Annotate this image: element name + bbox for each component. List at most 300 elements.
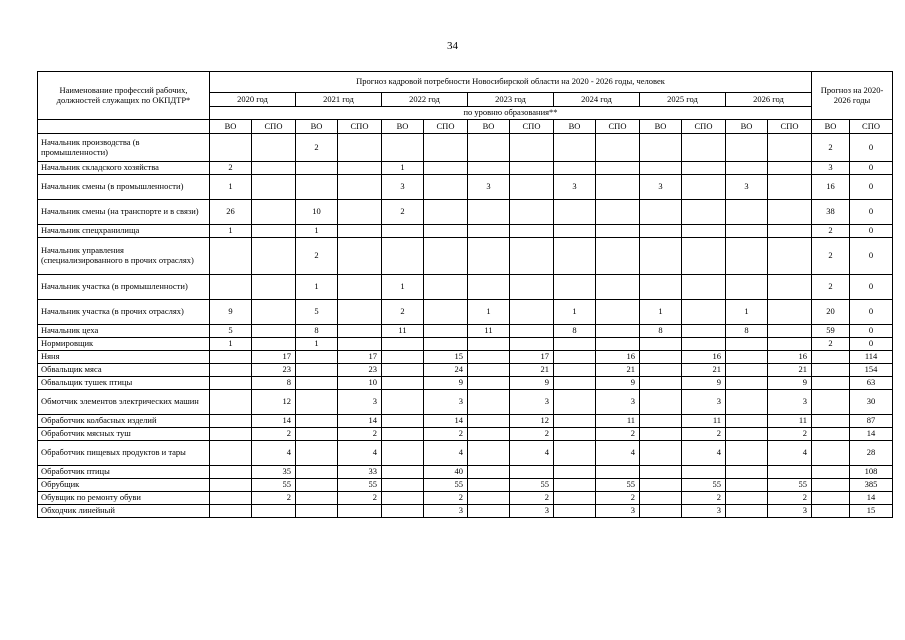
vo-value-cell	[726, 351, 768, 364]
profession-name: Начальник спецхранилища	[38, 225, 210, 238]
spo-value-cell: 9	[424, 377, 468, 390]
spo-value-cell: 4	[682, 441, 726, 466]
vo-value-cell	[382, 225, 424, 238]
spo-value-cell: 2	[338, 428, 382, 441]
spo-value-cell	[510, 200, 554, 225]
vo-value-cell	[468, 390, 510, 415]
vo-value-cell	[210, 492, 252, 505]
total-vo-cell: 2	[812, 238, 850, 275]
total-spo-cell: 0	[850, 325, 893, 338]
table-row	[38, 390, 893, 415]
spo-value-cell: 3	[596, 390, 640, 415]
header-subcol-5: СПО	[424, 120, 468, 134]
vo-value-cell: 5	[210, 325, 252, 338]
spo-value-cell	[596, 338, 640, 351]
header-subcol-7: СПО	[510, 120, 554, 134]
vo-value-cell: 1	[210, 175, 252, 200]
profession-name: Обувщик по ремонту обуви	[38, 492, 210, 505]
table-body	[38, 134, 893, 518]
spo-value-cell: 2	[338, 492, 382, 505]
vo-value-cell	[382, 377, 424, 390]
table-row	[38, 415, 893, 428]
profession-name: Начальник складского хозяйства	[38, 162, 210, 175]
vo-value-cell	[726, 441, 768, 466]
table-row	[38, 200, 893, 225]
vo-value-cell	[468, 492, 510, 505]
total-vo-cell: 38	[812, 200, 850, 225]
spo-value-cell	[424, 134, 468, 162]
vo-value-cell	[210, 441, 252, 466]
vo-value-cell	[640, 338, 682, 351]
vo-value-cell: 1	[210, 225, 252, 238]
vo-value-cell	[210, 238, 252, 275]
total-spo-cell: 0	[850, 338, 893, 351]
header-subcol-13: СПО	[768, 120, 812, 134]
vo-value-cell: 2	[210, 162, 252, 175]
spo-value-cell	[768, 338, 812, 351]
vo-value-cell	[296, 505, 338, 518]
vo-value-cell: 1	[468, 300, 510, 325]
vo-value-cell	[554, 428, 596, 441]
header-year-1: 2021 год	[296, 93, 382, 107]
vo-value-cell: 2	[296, 238, 338, 275]
vo-value-cell	[296, 415, 338, 428]
vo-value-cell	[468, 275, 510, 300]
profession-name: Обработчик пищевых продуктов и тары	[38, 441, 210, 466]
vo-value-cell	[468, 134, 510, 162]
vo-value-cell	[640, 225, 682, 238]
total-vo-cell: 2	[812, 134, 850, 162]
vo-value-cell	[640, 364, 682, 377]
spo-value-cell: 2	[682, 428, 726, 441]
header-subcol-3: СПО	[338, 120, 382, 134]
vo-value-cell: 11	[382, 325, 424, 338]
vo-value-cell	[468, 238, 510, 275]
vo-value-cell	[554, 466, 596, 479]
vo-value-cell: 10	[296, 200, 338, 225]
vo-value-cell	[382, 134, 424, 162]
spo-value-cell	[252, 325, 296, 338]
total-vo-cell: 2	[812, 338, 850, 351]
spo-value-cell: 55	[338, 479, 382, 492]
vo-value-cell	[640, 492, 682, 505]
vo-value-cell	[726, 415, 768, 428]
spo-value-cell	[252, 225, 296, 238]
spo-value-cell: 2	[252, 428, 296, 441]
spo-value-cell: 4	[424, 441, 468, 466]
profession-name: Обработчик мясных туш	[38, 428, 210, 441]
vo-value-cell	[296, 492, 338, 505]
spo-value-cell	[596, 275, 640, 300]
spo-value-cell: 16	[682, 351, 726, 364]
vo-value-cell	[726, 134, 768, 162]
vo-value-cell: 1	[296, 225, 338, 238]
total-vo-cell	[812, 492, 850, 505]
profession-name: Начальник производства (в промышленности)	[38, 134, 210, 162]
vo-value-cell: 3	[640, 175, 682, 200]
vo-value-cell	[382, 338, 424, 351]
vo-value-cell	[640, 415, 682, 428]
spo-value-cell: 21	[768, 364, 812, 377]
header-subcol-8: ВО	[554, 120, 596, 134]
spo-value-cell: 14	[424, 415, 468, 428]
vo-value-cell: 11	[468, 325, 510, 338]
table-row	[38, 441, 893, 466]
spo-value-cell	[768, 134, 812, 162]
total-spo-cell: 385	[850, 479, 893, 492]
vo-value-cell: 2	[296, 134, 338, 162]
spo-value-cell: 3	[682, 505, 726, 518]
vo-value-cell: 1	[382, 275, 424, 300]
vo-value-cell	[296, 428, 338, 441]
spo-value-cell: 33	[338, 466, 382, 479]
spo-value-cell: 14	[338, 415, 382, 428]
total-vo-cell: 59	[812, 325, 850, 338]
spo-value-cell	[338, 325, 382, 338]
header-subcol-6: ВО	[468, 120, 510, 134]
vo-value-cell: 1	[210, 338, 252, 351]
vo-value-cell	[468, 441, 510, 466]
total-spo-cell: 87	[850, 415, 893, 428]
vo-value-cell	[382, 441, 424, 466]
profession-name: Обвальщик тушек птицы	[38, 377, 210, 390]
header-subcol-2: ВО	[296, 120, 338, 134]
spo-value-cell	[338, 134, 382, 162]
vo-value-cell	[382, 492, 424, 505]
vo-value-cell: 8	[296, 325, 338, 338]
spo-value-cell: 21	[596, 364, 640, 377]
vo-value-cell	[296, 390, 338, 415]
spo-value-cell: 4	[768, 441, 812, 466]
table-row	[38, 364, 893, 377]
profession-name: Начальник участка (в промышленности)	[38, 275, 210, 300]
header-empty-cell	[38, 120, 210, 134]
header-subcol-10: ВО	[640, 120, 682, 134]
spo-value-cell	[596, 225, 640, 238]
vo-value-cell	[382, 351, 424, 364]
vo-value-cell	[554, 238, 596, 275]
spo-value-cell	[596, 162, 640, 175]
profession-name: Начальник управления (специализированного в прочих отраслях)	[38, 238, 210, 275]
vo-value-cell	[554, 377, 596, 390]
table-row	[38, 134, 893, 162]
header-year-6: 2026 год	[726, 93, 812, 107]
spo-value-cell: 2	[424, 492, 468, 505]
total-spo-cell: 0	[850, 175, 893, 200]
spo-value-cell	[424, 325, 468, 338]
table-row	[38, 325, 893, 338]
table-row	[38, 479, 893, 492]
total-spo-cell: 0	[850, 225, 893, 238]
spo-value-cell: 55	[768, 479, 812, 492]
total-spo-cell: 108	[850, 466, 893, 479]
vo-value-cell: 26	[210, 200, 252, 225]
spo-value-cell: 55	[510, 479, 554, 492]
spo-value-cell: 15	[424, 351, 468, 364]
vo-value-cell	[468, 200, 510, 225]
vo-value-cell	[726, 390, 768, 415]
spo-value-cell: 2	[768, 428, 812, 441]
profession-name: Няня	[38, 351, 210, 364]
total-spo-cell: 14	[850, 492, 893, 505]
vo-value-cell	[640, 441, 682, 466]
header-year-2: 2022 год	[382, 93, 468, 107]
spo-value-cell	[596, 175, 640, 200]
spo-value-cell: 8	[252, 377, 296, 390]
total-vo-cell	[812, 505, 850, 518]
spo-value-cell: 4	[510, 441, 554, 466]
vo-value-cell	[554, 479, 596, 492]
vo-value-cell	[640, 466, 682, 479]
table-row	[38, 492, 893, 505]
spo-value-cell: 9	[768, 377, 812, 390]
vo-value-cell	[640, 162, 682, 175]
profession-name: Обвальщик мяса	[38, 364, 210, 377]
total-spo-cell: 0	[850, 134, 893, 162]
total-vo-cell	[812, 351, 850, 364]
spo-value-cell	[682, 466, 726, 479]
spo-value-cell	[252, 300, 296, 325]
spo-value-cell: 2	[596, 492, 640, 505]
spo-value-cell	[338, 225, 382, 238]
total-spo-cell: 0	[850, 238, 893, 275]
vo-value-cell	[468, 377, 510, 390]
header-subcolumns-row	[38, 120, 893, 134]
spo-value-cell	[510, 338, 554, 351]
vo-value-cell	[726, 479, 768, 492]
header-education-level: по уровню образования**	[210, 107, 812, 120]
spo-value-cell: 12	[510, 415, 554, 428]
vo-value-cell	[296, 466, 338, 479]
spo-value-cell: 17	[252, 351, 296, 364]
spo-value-cell: 2	[252, 492, 296, 505]
spo-value-cell	[682, 338, 726, 351]
vo-value-cell	[726, 428, 768, 441]
vo-value-cell: 1	[640, 300, 682, 325]
vo-value-cell	[382, 364, 424, 377]
spo-value-cell: 55	[596, 479, 640, 492]
spo-value-cell	[424, 162, 468, 175]
vo-value-cell	[382, 479, 424, 492]
spo-value-cell: 21	[682, 364, 726, 377]
spo-value-cell	[596, 466, 640, 479]
vo-value-cell: 3	[382, 175, 424, 200]
spo-value-cell	[768, 275, 812, 300]
spo-value-cell: 14	[252, 415, 296, 428]
profession-name: Нормировщик	[38, 338, 210, 351]
vo-value-cell	[382, 466, 424, 479]
spo-value-cell	[596, 238, 640, 275]
vo-value-cell	[296, 351, 338, 364]
total-vo-cell: 20	[812, 300, 850, 325]
table-row	[38, 225, 893, 238]
vo-value-cell	[382, 238, 424, 275]
vo-value-cell: 1	[382, 162, 424, 175]
spo-value-cell: 16	[596, 351, 640, 364]
total-spo-cell: 15	[850, 505, 893, 518]
vo-value-cell: 9	[210, 300, 252, 325]
vo-value-cell	[382, 505, 424, 518]
vo-value-cell	[640, 351, 682, 364]
spo-value-cell	[252, 200, 296, 225]
spo-value-cell: 23	[252, 364, 296, 377]
header-subcol-14: ВО	[812, 120, 850, 134]
vo-value-cell	[210, 390, 252, 415]
total-vo-cell	[812, 390, 850, 415]
spo-value-cell	[682, 300, 726, 325]
spo-value-cell	[252, 505, 296, 518]
table-row	[38, 300, 893, 325]
header-subcol-9: СПО	[596, 120, 640, 134]
spo-value-cell	[252, 338, 296, 351]
spo-value-cell	[338, 275, 382, 300]
spo-value-cell: 3	[682, 390, 726, 415]
vo-value-cell	[554, 162, 596, 175]
spo-value-cell	[338, 300, 382, 325]
vo-value-cell	[726, 162, 768, 175]
vo-value-cell	[726, 225, 768, 238]
vo-value-cell	[382, 390, 424, 415]
spo-value-cell	[338, 200, 382, 225]
vo-value-cell: 1	[554, 300, 596, 325]
table-row	[38, 275, 893, 300]
spo-value-cell	[252, 238, 296, 275]
spo-value-cell: 24	[424, 364, 468, 377]
total-vo-cell	[812, 364, 850, 377]
spo-value-cell	[338, 505, 382, 518]
header-total-title: Прогноз на 2020-2026 годы	[812, 72, 893, 120]
total-vo-cell	[812, 377, 850, 390]
spo-value-cell: 11	[768, 415, 812, 428]
spo-value-cell	[424, 225, 468, 238]
spo-value-cell	[510, 300, 554, 325]
profession-name: Начальник цеха	[38, 325, 210, 338]
spo-value-cell: 40	[424, 466, 468, 479]
spo-value-cell: 3	[510, 505, 554, 518]
vo-value-cell	[726, 200, 768, 225]
vo-value-cell	[554, 415, 596, 428]
vo-value-cell	[640, 238, 682, 275]
table-row	[38, 351, 893, 364]
total-vo-cell: 2	[812, 275, 850, 300]
vo-value-cell: 8	[640, 325, 682, 338]
spo-value-cell	[682, 200, 726, 225]
table-row	[38, 505, 893, 518]
spo-value-cell: 16	[768, 351, 812, 364]
spo-value-cell	[682, 238, 726, 275]
spo-value-cell	[510, 225, 554, 238]
spo-value-cell: 2	[596, 428, 640, 441]
vo-value-cell	[210, 505, 252, 518]
vo-value-cell	[468, 338, 510, 351]
spo-value-cell: 2	[424, 428, 468, 441]
spo-value-cell	[510, 162, 554, 175]
spo-value-cell	[768, 175, 812, 200]
spo-value-cell	[596, 200, 640, 225]
vo-value-cell	[726, 364, 768, 377]
spo-value-cell	[252, 275, 296, 300]
spo-value-cell: 9	[596, 377, 640, 390]
table-row	[38, 338, 893, 351]
spo-value-cell	[510, 175, 554, 200]
vo-value-cell	[468, 162, 510, 175]
spo-value-cell: 55	[252, 479, 296, 492]
vo-value-cell	[468, 225, 510, 238]
vo-value-cell	[640, 428, 682, 441]
total-vo-cell: 2	[812, 225, 850, 238]
vo-value-cell	[296, 162, 338, 175]
vo-value-cell	[210, 415, 252, 428]
total-vo-cell	[812, 428, 850, 441]
vo-value-cell: 2	[382, 200, 424, 225]
vo-value-cell	[726, 466, 768, 479]
vo-value-cell	[640, 390, 682, 415]
header-year-3: 2023 год	[468, 93, 554, 107]
header-year-0: 2020 год	[210, 93, 296, 107]
spo-value-cell	[596, 325, 640, 338]
total-spo-cell: 30	[850, 390, 893, 415]
table-row	[38, 466, 893, 479]
total-spo-cell: 0	[850, 200, 893, 225]
vo-value-cell	[210, 466, 252, 479]
table-row	[38, 238, 893, 275]
vo-value-cell	[210, 428, 252, 441]
spo-value-cell: 17	[510, 351, 554, 364]
total-vo-cell: 3	[812, 162, 850, 175]
vo-value-cell	[210, 134, 252, 162]
spo-value-cell: 10	[338, 377, 382, 390]
total-spo-cell: 0	[850, 275, 893, 300]
vo-value-cell	[210, 275, 252, 300]
vo-value-cell	[554, 134, 596, 162]
spo-value-cell: 12	[252, 390, 296, 415]
spo-value-cell: 3	[596, 505, 640, 518]
header-year-4: 2024 год	[554, 93, 640, 107]
header-subcol-4: ВО	[382, 120, 424, 134]
total-vo-cell	[812, 441, 850, 466]
spo-value-cell	[682, 162, 726, 175]
spo-value-cell: 55	[682, 479, 726, 492]
total-vo-cell	[812, 415, 850, 428]
spo-value-cell: 4	[338, 441, 382, 466]
page-number: 34	[447, 40, 458, 52]
total-spo-cell: 154	[850, 364, 893, 377]
header-subcol-1: СПО	[252, 120, 296, 134]
spo-value-cell	[510, 238, 554, 275]
vo-value-cell	[296, 441, 338, 466]
header-forecast-title: Прогноз кадровой потребности Новосибирской области на 2020 - 2026 годы, человек	[210, 72, 812, 93]
vo-value-cell	[640, 200, 682, 225]
spo-value-cell	[768, 300, 812, 325]
vo-value-cell	[468, 479, 510, 492]
total-vo-cell	[812, 466, 850, 479]
spo-value-cell	[424, 300, 468, 325]
spo-value-cell: 2	[768, 492, 812, 505]
vo-value-cell: 5	[296, 300, 338, 325]
vo-value-cell	[296, 377, 338, 390]
vo-value-cell	[554, 364, 596, 377]
vo-value-cell: 3	[726, 175, 768, 200]
vo-value-cell: 1	[296, 338, 338, 351]
total-vo-cell	[812, 479, 850, 492]
spo-value-cell	[252, 175, 296, 200]
header-subcol-12: ВО	[726, 120, 768, 134]
total-spo-cell: 28	[850, 441, 893, 466]
spo-value-cell	[682, 225, 726, 238]
spo-value-cell	[768, 225, 812, 238]
vo-value-cell	[554, 492, 596, 505]
vo-value-cell	[382, 415, 424, 428]
